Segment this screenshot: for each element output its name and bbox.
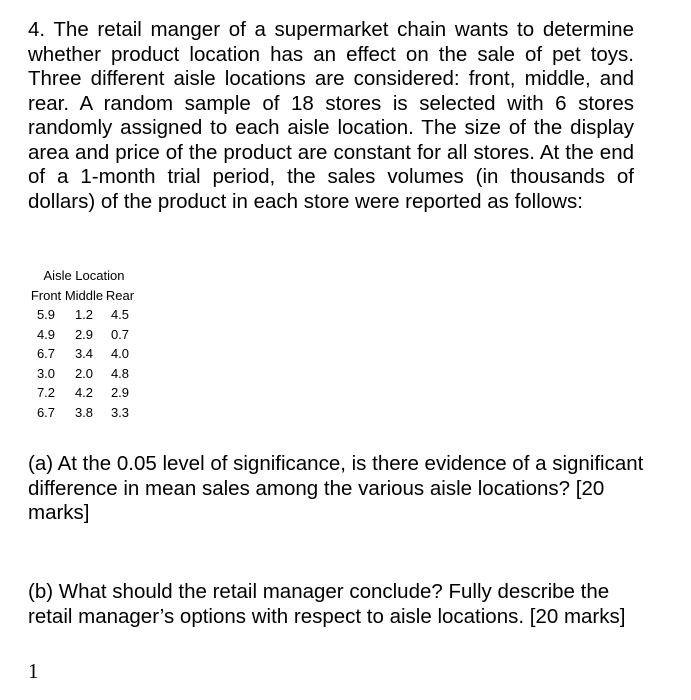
column-header-rear: Rear — [105, 287, 135, 303]
table-cell: 0.7 — [110, 326, 130, 342]
table-cell: 4.0 — [110, 346, 130, 362]
table-cell: 5.9 — [36, 307, 56, 323]
column-header-front: Front — [30, 287, 62, 303]
table-group-header-row — [28, 266, 136, 286]
table-cell: 6.7 — [36, 404, 56, 420]
table-cell: 4.2 — [74, 385, 94, 401]
column-header-middle: Middle — [64, 287, 104, 303]
table-cell: 3.8 — [74, 404, 94, 420]
problem-statement: 4. The retail manger of a supermarket chain wants to determine whether product location has an effect on the sale of pet toys. Three different aisle locations are considered: front, middle, and rear. A random sample of 18 stores is selected with 6 stores randomly assigned to each aisle location. The size of the display area and price of the product are constant for all stores. At the end of a 1-month trial period, the sales volumes (in thousands of dollars) of the product in each store were reported as follows: — [28, 18, 634, 213]
aisle-location-header: Aisle Location — [43, 268, 125, 284]
table-cell: 4.5 — [110, 307, 130, 323]
question-a: (a) At the 0.05 level of significance, is there evidence of a significant difference in mean sales among the various aisle locations? [20 marks] — [28, 452, 644, 524]
table-cell: 7.2 — [36, 385, 56, 401]
table-row — [28, 383, 136, 403]
table-cell: 3.4 — [74, 346, 94, 362]
table-cell: 6.7 — [36, 346, 56, 362]
table-cell: 3.3 — [110, 404, 130, 420]
table-row — [28, 364, 136, 384]
table-cell: 2.9 — [74, 326, 94, 342]
table-row — [28, 305, 136, 325]
table-row — [28, 403, 136, 423]
table-cell: 4.9 — [36, 326, 56, 342]
table-row — [28, 325, 136, 345]
question-b: (b) What should the retail manager conclude? Fully describe the retail manager’s options with respect to aisle locations. [20 marks] — [28, 580, 626, 628]
table-cell: 4.8 — [110, 365, 130, 381]
table-cell: 2.0 — [74, 365, 94, 381]
table-column-header-row — [28, 286, 136, 306]
sales-data-table — [28, 266, 136, 422]
page-number: 1 — [28, 659, 39, 683]
table-cell: 2.9 — [110, 385, 130, 401]
table-cell: 1.2 — [74, 307, 94, 323]
table-row — [28, 344, 136, 364]
table-cell: 3.0 — [36, 365, 56, 381]
